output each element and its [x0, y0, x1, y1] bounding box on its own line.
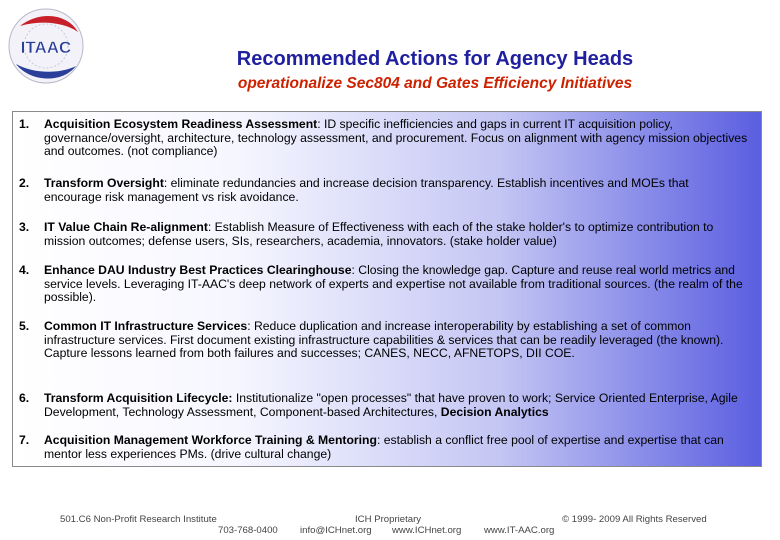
item-text: : Closing the knowledge gap. Capture and reuse real world metrics and service levels. Leveraging IT-AAC's deep network of experts and expertise not available from traditional sources. (the realm of the possible). [44, 263, 743, 304]
item-number: 1. [19, 117, 30, 131]
item-heading: Common IT Infrastructure Services [44, 319, 248, 333]
footer-site-link[interactable]: www.ICHnet.org [392, 525, 462, 536]
item-number: 5. [19, 319, 30, 333]
list-item [19, 392, 749, 419]
list-item [19, 264, 749, 305]
item-text: : eliminate redundancies and increase decision transparency. Establish incentives and MOEs that encourage risk management vs risk avoidance. [44, 176, 689, 204]
page-title: Recommended Actions for Agency Heads [236, 48, 634, 70]
content-panel [12, 111, 762, 467]
item-heading: Acquisition Management Workforce Training & Mentoring [44, 433, 377, 447]
item-text: : ID specific inefficiencies and gaps in current IT acquisition policy, governance/oversight, architecture, technology assessment, and procurement. Focus on alignment with agency mission objectives and outcomes. (not compliance) [44, 117, 748, 158]
itaac-logo [6, 6, 86, 86]
item-number: 3. [19, 220, 30, 234]
footer-site2: www.IT-AAC.org [484, 525, 555, 536]
footer-email-link[interactable]: info@ICHnet.org [300, 525, 372, 536]
list-item [19, 221, 749, 248]
list-item [19, 434, 749, 461]
item-heading: IT Value Chain Re-alignment [44, 220, 208, 234]
list-item [19, 118, 749, 159]
item-number: 2. [19, 176, 30, 190]
item-number: 6. [19, 391, 30, 405]
list-item [19, 320, 749, 361]
item-heading: Transform Acquisition Lifecycle: [44, 391, 233, 405]
item-text: : Establish Measure of Effectiveness with each of the stake holder's to optimize contribution to mission outcomes; defense users, SIs, researchers, academia, innovators. (stake holder value) [44, 220, 714, 248]
footer-proprietary: ICH Proprietary [355, 514, 422, 525]
item-heading: Transform Oversight [44, 176, 164, 190]
item-heading: Acquisition Ecosystem Readiness Assessment [44, 117, 318, 131]
footer-phone: 703-768-0400 [218, 525, 278, 536]
footer-copyright: © 1999- 2009 All Rights Reserved [562, 514, 707, 525]
footer-org: 501.C6 Non-Profit Research Institute [60, 514, 217, 525]
item-text: : establish a conflict free pool of expertise and expertise that can mentor less experiences PMs. (drive cultural change) [44, 433, 724, 461]
item-heading: Enhance DAU Industry Best Practices Clearinghouse [44, 263, 352, 277]
logo-text: ITAAC [20, 38, 72, 57]
item-number: 7. [19, 433, 30, 447]
page-subtitle: operationalize Sec804 and Gates Efficiency Initiatives [237, 75, 633, 92]
item-emphasis: Decision Analytics [440, 404, 549, 419]
item-text: : Reduce duplication and increase interoperability by establishing a set of common infrastructure services. First document existing infrastructure capabilities & services that can be readily leveraged (the known). Capture lessons learned from both failures and successes; CANES, NECC, AFNETOPS, DII COE. [44, 319, 724, 360]
list-item [19, 177, 749, 204]
item-text: Institutionalize "open processes" that have proven to work; Service Oriented Enterprise, Agile Development, Technology Assessment, Component-based Architectures, [44, 391, 738, 419]
item-number: 4. [19, 263, 30, 277]
